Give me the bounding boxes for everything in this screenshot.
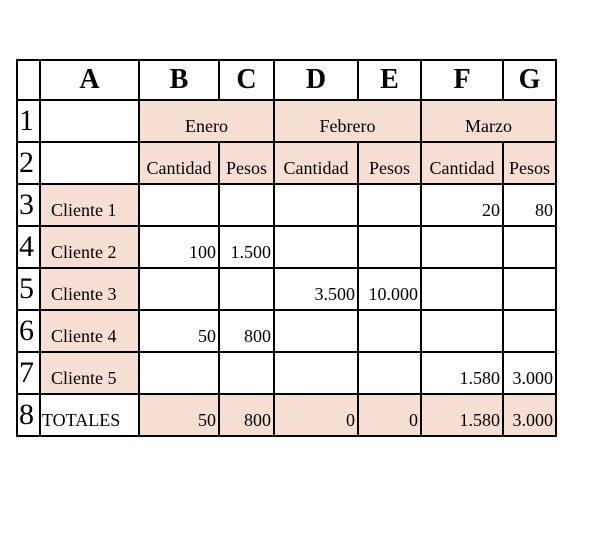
cell-month-marzo[interactable]: Marzo: [421, 100, 556, 142]
cell-e6[interactable]: [358, 310, 421, 352]
row-header-1[interactable]: 1: [17, 100, 40, 142]
cell-c5[interactable]: [219, 268, 274, 310]
cell-a5[interactable]: Cliente 3: [40, 268, 139, 310]
cell-e3[interactable]: [358, 184, 421, 226]
cell-a8-totals-label[interactable]: TOTALES: [40, 394, 139, 436]
cell-c2[interactable]: Pesos: [219, 142, 274, 184]
row-4: [17, 226, 556, 268]
row-header-4[interactable]: 4: [17, 226, 40, 268]
corner-cell[interactable]: [17, 60, 40, 100]
cell-b3[interactable]: [139, 184, 219, 226]
cell-c4[interactable]: 1.500: [219, 226, 274, 268]
cell-d3[interactable]: [274, 184, 358, 226]
cell-c8[interactable]: 800: [219, 394, 274, 436]
column-header-g[interactable]: G: [503, 60, 556, 100]
cell-e2[interactable]: Pesos: [358, 142, 421, 184]
cell-month-febrero[interactable]: Febrero: [274, 100, 421, 142]
cell-f4[interactable]: [421, 226, 503, 268]
row-6: [17, 310, 556, 352]
row-5: [17, 268, 556, 310]
cell-d6[interactable]: [274, 310, 358, 352]
cell-a3[interactable]: Cliente 1: [40, 184, 139, 226]
cell-e7[interactable]: [358, 352, 421, 394]
cell-e5[interactable]: 10.000: [358, 268, 421, 310]
cell-b8[interactable]: 50: [139, 394, 219, 436]
row-2: [17, 142, 556, 184]
cell-a4[interactable]: Cliente 2: [40, 226, 139, 268]
cell-g2[interactable]: Pesos: [503, 142, 556, 184]
cell-b4[interactable]: 100: [139, 226, 219, 268]
cell-a6[interactable]: Cliente 4: [40, 310, 139, 352]
row-8-totals: [17, 394, 556, 436]
cell-f8[interactable]: 1.580: [421, 394, 503, 436]
column-header-e[interactable]: E: [358, 60, 421, 100]
column-header-b[interactable]: B: [139, 60, 219, 100]
cell-g6[interactable]: [503, 310, 556, 352]
cell-b6[interactable]: 50: [139, 310, 219, 352]
cell-b7[interactable]: [139, 352, 219, 394]
cell-f7[interactable]: 1.580: [421, 352, 503, 394]
cell-a1[interactable]: [40, 100, 139, 142]
cell-b5[interactable]: [139, 268, 219, 310]
column-header-d[interactable]: D: [274, 60, 358, 100]
row-3: [17, 184, 556, 226]
row-header-8[interactable]: 8: [17, 394, 40, 436]
column-header-f[interactable]: F: [421, 60, 503, 100]
cell-d4[interactable]: [274, 226, 358, 268]
spreadsheet-grid: [16, 59, 557, 437]
row-header-2[interactable]: 2: [17, 142, 40, 184]
column-header-row: [17, 60, 556, 100]
column-header-a[interactable]: A: [40, 60, 139, 100]
cell-a2[interactable]: [40, 142, 139, 184]
cell-a7[interactable]: Cliente 5: [40, 352, 139, 394]
cell-f6[interactable]: [421, 310, 503, 352]
cell-f2[interactable]: Cantidad: [421, 142, 503, 184]
cell-g5[interactable]: [503, 268, 556, 310]
row-header-5[interactable]: 5: [17, 268, 40, 310]
cell-e4[interactable]: [358, 226, 421, 268]
row-header-7[interactable]: 7: [17, 352, 40, 394]
cell-c7[interactable]: [219, 352, 274, 394]
cell-month-enero[interactable]: Enero: [139, 100, 274, 142]
cell-d7[interactable]: [274, 352, 358, 394]
row-header-3[interactable]: 3: [17, 184, 40, 226]
cell-b2[interactable]: Cantidad: [139, 142, 219, 184]
cell-d8[interactable]: 0: [274, 394, 358, 436]
cell-c6[interactable]: 800: [219, 310, 274, 352]
cell-d2[interactable]: Cantidad: [274, 142, 358, 184]
cell-c3[interactable]: [219, 184, 274, 226]
cell-g4[interactable]: [503, 226, 556, 268]
cell-g3[interactable]: 80: [503, 184, 556, 226]
cell-g7[interactable]: 3.000: [503, 352, 556, 394]
cell-d5[interactable]: 3.500: [274, 268, 358, 310]
cell-f3[interactable]: 20: [421, 184, 503, 226]
column-header-c[interactable]: C: [219, 60, 274, 100]
row-1: [17, 100, 556, 142]
cell-e8[interactable]: 0: [358, 394, 421, 436]
cell-g8[interactable]: 3.000: [503, 394, 556, 436]
row-7: [17, 352, 556, 394]
row-header-6[interactable]: 6: [17, 310, 40, 352]
cell-f5[interactable]: [421, 268, 503, 310]
